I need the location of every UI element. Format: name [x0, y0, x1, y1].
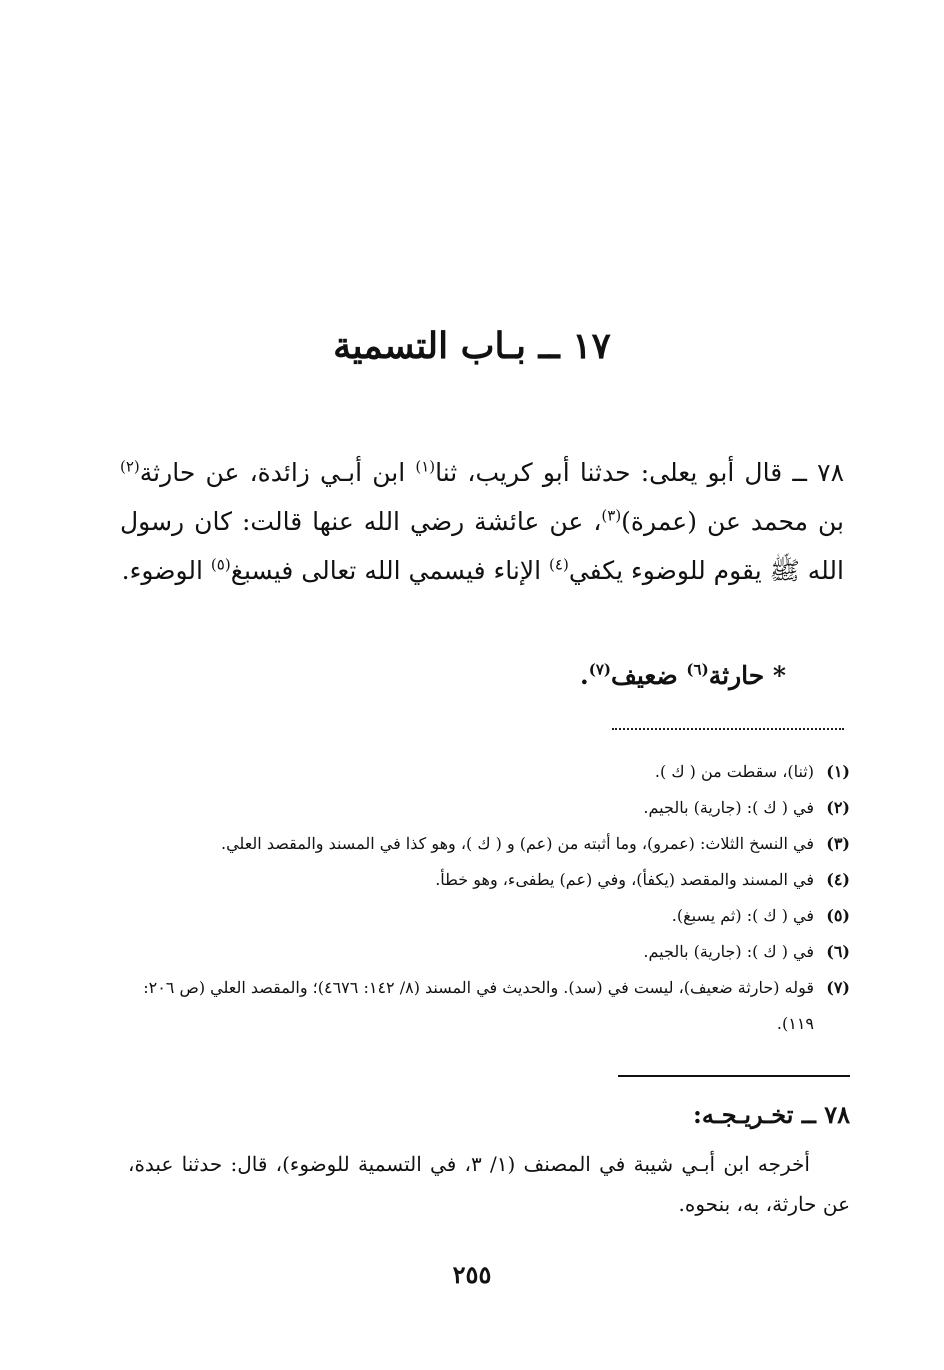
- takhrij-heading: ٧٨ ــ تخـريـجـه:: [693, 1100, 850, 1129]
- footnote-item: [128, 790, 850, 826]
- footnote-ref: (١): [415, 457, 436, 476]
- footnote-ref: (٢): [120, 457, 140, 476]
- page-number: ٢٥٥: [452, 1260, 492, 1289]
- footnote-text: في ( ك ): (ثم يسبغ).: [671, 906, 814, 925]
- footnote-separator-dotted: [612, 728, 844, 730]
- footnote-number: (٧): [826, 978, 850, 997]
- footnote-text: قوله (حارثة ضعيف)، ليست في (سد). والحديث في المسند (٨/ ١٤٢: ٤٦٧٦)؛ والمقصد العلي (ص ٢٠٦: ١١٩).: [143, 978, 814, 1033]
- footnote-ref: (٧): [588, 660, 611, 679]
- footnote-text: في ( ك ): (جارية) بالجيم.: [643, 798, 814, 817]
- footnote-item: [128, 754, 850, 790]
- footnote-item: [128, 898, 850, 934]
- footnote-text: في النسخ الثلاث: (عمرو)، وما أثبته من (عم) و ( ك )، وهو كذا في المسند والمقصد العلي.: [220, 834, 814, 853]
- footnote-item: [128, 934, 850, 970]
- grade-text-part: .: [580, 661, 589, 690]
- footnote-text: في ( ك ): (جارية) بالجيم.: [643, 942, 814, 961]
- footnote-ref: (٥): [210, 555, 231, 574]
- footnote-number: (٢): [826, 798, 850, 817]
- hadith-grade: [120, 652, 786, 700]
- footnote-item: [128, 862, 850, 898]
- hadith-text-part: بن محمد عن (عمرة): [621, 507, 845, 536]
- takhrij-separator-rule: [618, 1075, 850, 1077]
- footnote-ref: (٤): [549, 555, 569, 574]
- footnote-ref: (٦): [686, 660, 709, 679]
- footnote-item: [128, 970, 850, 1042]
- footnote-number: (٥): [826, 906, 850, 925]
- takhrij-body: [128, 1144, 850, 1224]
- takhrij-paragraph: أخرجه ابن أبـي شيبة في المصنف (١/ ٣، في التسمية للوضوء)، قال: حدثنا عبدة، عن حارثة، به، بنحوه.: [128, 1152, 850, 1216]
- chapter-title: ١٧ ــ بـاب التسمية: [333, 325, 611, 367]
- footnote-item: [128, 826, 850, 862]
- footnotes-list: [128, 754, 850, 1042]
- footnote-number: (١): [826, 762, 850, 781]
- footnote-ref: (٣): [601, 506, 622, 525]
- footnote-number: (٦): [826, 942, 850, 961]
- footnote-number: (٣): [826, 834, 850, 853]
- grade-text-part: ضعيف: [611, 661, 687, 690]
- hadith-text-part: ابن أبـي زائدة، عن حارثة: [139, 458, 416, 487]
- hadith-text-part: ٧٨ ــ قال أبو يعلى: حدثنا أبو كريب، ثنا: [435, 458, 845, 487]
- hadith-text-part: ، عن عائشة رضي الله عنها قالت: كان رسول الله ﷺ يقوم للوضوء يكفي: [120, 507, 844, 585]
- hadith-text: [120, 448, 844, 595]
- footnote-text: في المسند والمقصد (يكفأ)، وفي (عم) يطفىء، وهو خطأ.: [435, 870, 814, 889]
- grade-text-part: * حارثة: [708, 661, 786, 690]
- footnote-text: (ثنا)، سقطت من ( ك ).: [654, 762, 814, 781]
- footnote-number: (٤): [826, 870, 850, 889]
- hadith-text-part: الوضوء.: [121, 556, 211, 585]
- hadith-text-part: الإناء فيسمي الله تعالى فيسبغ: [230, 556, 550, 585]
